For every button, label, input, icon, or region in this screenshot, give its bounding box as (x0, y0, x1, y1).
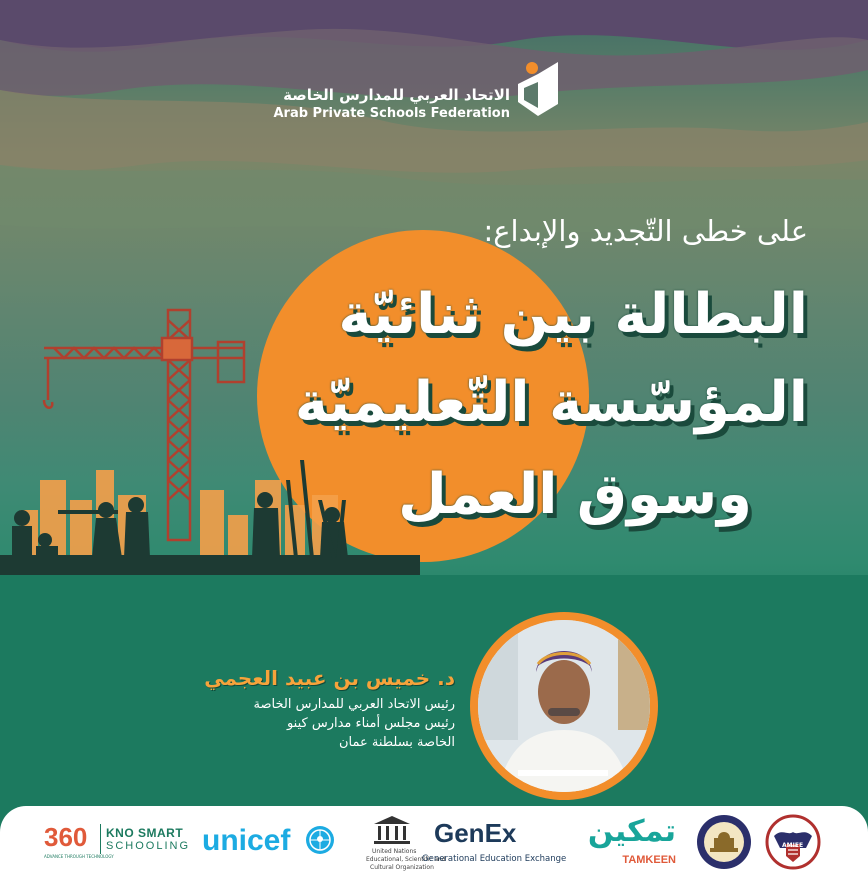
kno-line-1: KNO SMART (106, 826, 184, 840)
360-text: 360 (44, 822, 88, 852)
unicef-logo (200, 806, 340, 879)
headline-line-3: وسوق العمل (398, 462, 752, 527)
tamkeen-english: TAMKEEN (622, 854, 676, 866)
logo-english-text: Arab Private Schools Federation (273, 106, 510, 121)
speaker-photo (478, 620, 650, 792)
headline-line-1: البطالة بين ثنائيّة (338, 282, 808, 347)
360-tagline: ADVANCE THROUGH TECHNOLOGY (44, 854, 114, 859)
federation-logo (273, 58, 562, 128)
unicef-globe-icon (304, 824, 336, 856)
kno-360-logo (40, 806, 200, 879)
headline-subtitle: على خطى التّجديد والإبداع: (483, 214, 808, 248)
book-flame-icon (514, 58, 562, 120)
amiee-text: AMIEE (782, 842, 804, 849)
unesco-line-3: Cultural Organization (370, 864, 434, 871)
tamkeen-logo (552, 806, 682, 879)
university-seal-logo (692, 806, 754, 879)
temple-icon (372, 814, 412, 844)
partner-logos-bar (0, 806, 868, 879)
kno-line-2: SCHOOLING (106, 840, 191, 852)
speaker-role-2: رئيس مجلس أمناء مدارس كينو (286, 716, 455, 731)
tamkeen-arabic: تمكين (587, 814, 676, 849)
speaker-name: د. خميس بن عبيد العجمي (204, 666, 455, 690)
genex-text: GenEx (434, 818, 517, 848)
speaker-role-3: الخاصة بسلطنة عمان (338, 735, 455, 750)
unesco-line-2: Educational, Scientific and (366, 856, 446, 863)
genex-subtitle: Generational Education Exchange (422, 854, 567, 864)
unicef-text: unicef (202, 824, 291, 857)
headline-line-2: المؤسّسة التّعليميّة (294, 370, 808, 435)
speaker-role-1: رئيس الاتحاد العربي للمدارس الخاصة (253, 697, 455, 712)
amiee-logo (760, 806, 828, 879)
university-seal-icon (696, 814, 752, 870)
genex-logo (420, 806, 567, 879)
unesco-line-1: United Nations (372, 848, 417, 855)
logo-arabic-text: الاتحاد العربي للمدارس الخاصة (283, 86, 510, 104)
